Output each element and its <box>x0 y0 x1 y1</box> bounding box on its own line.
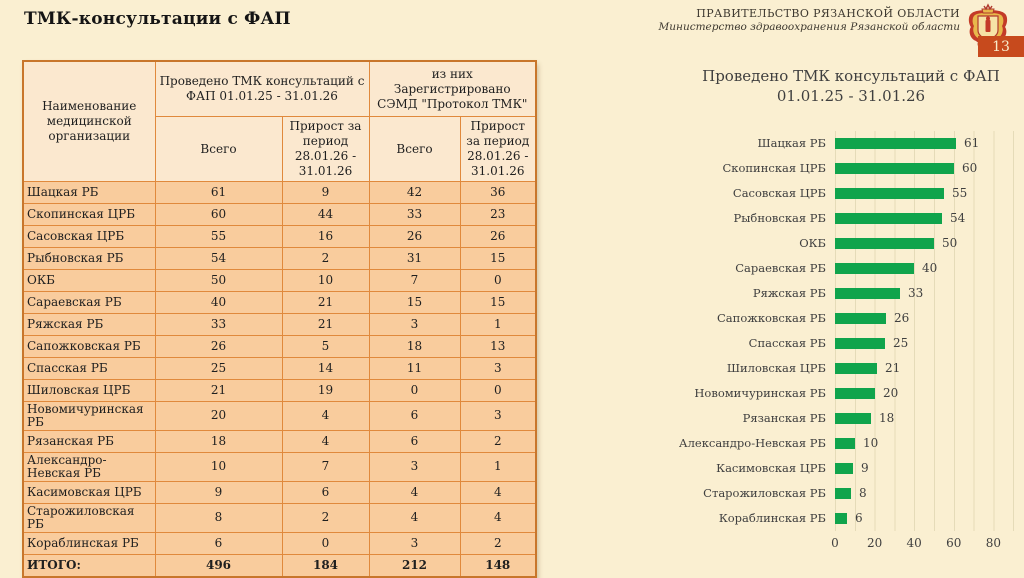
government-header <box>659 7 960 34</box>
value-cell: 7 <box>369 270 460 292</box>
value-cell: 0 <box>282 532 369 554</box>
chart-row <box>640 206 1020 231</box>
table-row <box>23 270 536 292</box>
chart-plot-cell <box>835 131 1015 156</box>
value-cell: 61 <box>155 182 282 204</box>
bar-value-label: 33 <box>908 286 924 300</box>
col-header-total-1: Всего <box>155 117 282 182</box>
table-header <box>23 61 536 182</box>
bar <box>835 488 851 499</box>
chart-plot-cell <box>835 481 1015 506</box>
chart-title: Проведено ТМК консультаций с ФАП 01.01.25 - 31.01.26 <box>702 67 1000 106</box>
value-cell: 3 <box>369 452 460 481</box>
value-cell: 6 <box>369 430 460 452</box>
org-name-cell: Ряжская РБ <box>23 314 155 336</box>
table-row <box>23 380 536 402</box>
chart-plot-cell <box>835 306 1015 331</box>
value-cell: 33 <box>155 314 282 336</box>
value-cell: 55 <box>155 226 282 248</box>
group-header-consultations: Проведено ТМК консультаций с ФАП 01.01.25 - 31.01.26 <box>155 61 369 117</box>
value-cell: 2 <box>460 532 536 554</box>
axis-tick-label: 40 <box>906 535 922 550</box>
table-row <box>23 248 536 270</box>
chart-category-label: Сапожковская РБ <box>717 311 826 325</box>
org-name-cell: Александро-Невская РБ <box>23 452 155 481</box>
total-value-cell: 184 <box>282 554 369 577</box>
axis-spacer <box>640 531 835 553</box>
chart-plot-cell <box>835 281 1015 306</box>
bar-value-label: 10 <box>863 436 879 450</box>
bar <box>835 338 885 349</box>
chart-category-label: Шиловская ЦРБ <box>726 361 826 375</box>
org-name-cell: Шацкая РБ <box>23 182 155 204</box>
value-cell: 18 <box>155 430 282 452</box>
value-cell: 18 <box>369 336 460 358</box>
bar <box>835 238 934 249</box>
org-name-cell: ОКБ <box>23 270 155 292</box>
value-cell: 3 <box>460 358 536 380</box>
value-cell: 26 <box>369 226 460 248</box>
value-cell: 1 <box>460 452 536 481</box>
value-cell: 4 <box>460 481 536 503</box>
bar <box>835 313 886 324</box>
bar-value-label: 6 <box>855 511 863 525</box>
value-cell: 4 <box>460 503 536 532</box>
value-cell: 6 <box>369 402 460 431</box>
bar <box>835 213 942 224</box>
value-cell: 13 <box>460 336 536 358</box>
org-name-cell: Кораблинская РБ <box>23 532 155 554</box>
value-cell: 4 <box>282 430 369 452</box>
chart-row <box>640 381 1020 406</box>
chart-row <box>640 431 1020 456</box>
axis-tick-label: 60 <box>946 535 962 550</box>
bar <box>835 288 900 299</box>
value-cell: 6 <box>155 532 282 554</box>
col-header-growth-1: Прирост за период 28.01.26 - 31.01.26 <box>282 117 369 182</box>
org-name-cell: Сасовская ЦРБ <box>23 226 155 248</box>
bar <box>835 163 954 174</box>
chart-category-label: Сараевская РБ <box>735 261 826 275</box>
axis-tick-label: 80 <box>985 535 1002 550</box>
org-name-cell: Сапожковская РБ <box>23 336 155 358</box>
bar <box>835 188 944 199</box>
value-cell: 2 <box>460 430 536 452</box>
value-cell: 44 <box>282 204 369 226</box>
chart-category-label: Старожиловская РБ <box>703 486 826 500</box>
value-cell: 26 <box>460 226 536 248</box>
group-header-semd: из них Зарегистрировано СЭМД "Протокол ТМК" <box>369 61 536 117</box>
value-cell: 14 <box>282 358 369 380</box>
bar-value-label: 54 <box>950 211 966 225</box>
value-cell: 3 <box>369 314 460 336</box>
chart-category-label: Скопинская ЦРБ <box>722 161 826 175</box>
chart-category-label: Спасская РБ <box>748 336 826 350</box>
org-name-cell: Старожиловская РБ <box>23 503 155 532</box>
value-cell: 3 <box>460 402 536 431</box>
chart-plot-cell <box>835 406 1015 431</box>
chart-plot-cell <box>835 506 1015 531</box>
bar <box>835 413 871 424</box>
chart-category-label: Рыбновская РБ <box>733 211 826 225</box>
value-cell: 7 <box>282 452 369 481</box>
value-cell: 50 <box>155 270 282 292</box>
chart-category-label: Сасовская ЦРБ <box>732 186 826 200</box>
table-row <box>23 292 536 314</box>
value-cell: 11 <box>369 358 460 380</box>
value-cell: 1 <box>460 314 536 336</box>
bar-value-label: 9 <box>861 461 869 475</box>
chart-row <box>640 481 1020 506</box>
table-body <box>23 182 536 555</box>
chart-category-label: Касимовская ЦРБ <box>716 461 826 475</box>
page-number-badge: 13 <box>978 36 1024 57</box>
bar-chart <box>640 66 1020 553</box>
chart-plot-cell <box>835 181 1015 206</box>
bar-value-label: 21 <box>885 361 901 375</box>
chart-row <box>640 331 1020 356</box>
bar-value-label: 26 <box>894 311 910 325</box>
government-name: ПРАВИТЕЛЬСТВО РЯЗАНСКОЙ ОБЛАСТИ <box>696 7 960 20</box>
bar-value-label: 20 <box>883 386 899 400</box>
total-value-cell: 212 <box>369 554 460 577</box>
org-name-cell: Касимовская ЦРБ <box>23 481 155 503</box>
value-cell: 15 <box>369 292 460 314</box>
table-row <box>23 481 536 503</box>
chart-row <box>640 231 1020 256</box>
bar <box>835 138 956 149</box>
value-cell: 4 <box>282 402 369 431</box>
chart-row <box>640 456 1020 481</box>
chart-row <box>640 306 1020 331</box>
table-row <box>23 204 536 226</box>
chart-plot-cell <box>835 206 1015 231</box>
table-row <box>23 336 536 358</box>
org-name-cell: Новомичуринская РБ <box>23 402 155 431</box>
chart-plot-cell <box>835 381 1015 406</box>
org-name-cell: Спасская РБ <box>23 358 155 380</box>
value-cell: 60 <box>155 204 282 226</box>
bar <box>835 388 875 399</box>
bar-value-label: 8 <box>859 486 867 500</box>
value-cell: 10 <box>155 452 282 481</box>
value-cell: 15 <box>460 248 536 270</box>
col-header-organization: Наименование медицинской организации <box>23 61 155 182</box>
value-cell: 2 <box>282 503 369 532</box>
table-row <box>23 430 536 452</box>
value-cell: 25 <box>155 358 282 380</box>
value-cell: 31 <box>369 248 460 270</box>
value-cell: 6 <box>282 481 369 503</box>
value-cell: 33 <box>369 204 460 226</box>
value-cell: 15 <box>460 292 536 314</box>
bar-value-label: 55 <box>952 186 968 200</box>
value-cell: 5 <box>282 336 369 358</box>
chart-plot-cell <box>835 356 1015 381</box>
value-cell: 20 <box>155 402 282 431</box>
bar <box>835 463 853 474</box>
value-cell: 9 <box>282 182 369 204</box>
value-cell: 16 <box>282 226 369 248</box>
value-cell: 10 <box>282 270 369 292</box>
chart-row <box>640 181 1020 206</box>
table-row <box>23 314 536 336</box>
value-cell: 4 <box>369 503 460 532</box>
bar-value-label: 18 <box>879 411 895 425</box>
value-cell: 2 <box>282 248 369 270</box>
org-name-cell: Скопинская ЦРБ <box>23 204 155 226</box>
chart-category-label: Рязанская РБ <box>742 411 826 425</box>
table-row <box>23 182 536 204</box>
bar-value-label: 61 <box>964 136 980 150</box>
axis-tick-label: 20 <box>866 535 883 550</box>
table-row <box>23 503 536 532</box>
table-row <box>23 532 536 554</box>
chart-plot-cell <box>835 231 1015 256</box>
bar-value-label: 50 <box>942 236 958 250</box>
chart-plot-cell <box>835 331 1015 356</box>
org-name-cell: Шиловская ЦРБ <box>23 380 155 402</box>
value-cell: 3 <box>369 532 460 554</box>
chart-category-label: Александро-Невская РБ <box>678 436 826 450</box>
axis-tick-area <box>831 531 1015 553</box>
bar <box>835 513 847 524</box>
value-cell: 9 <box>155 481 282 503</box>
chart-row <box>640 156 1020 181</box>
chart-row <box>640 406 1020 431</box>
bar-value-label: 60 <box>962 161 978 175</box>
chart-plot-cell <box>835 456 1015 481</box>
total-value-cell: 496 <box>155 554 282 577</box>
bar-value-label: 40 <box>922 261 938 275</box>
chart-row <box>640 356 1020 381</box>
total-row <box>23 554 536 577</box>
bar <box>835 263 914 274</box>
page-title: ТМК-консультации с ФАП <box>24 9 291 29</box>
chart-row <box>640 281 1020 306</box>
value-cell: 21 <box>282 314 369 336</box>
chart-row <box>640 256 1020 281</box>
chart-plot-cell <box>835 256 1015 281</box>
value-cell: 36 <box>460 182 536 204</box>
org-name-cell: Рыбновская РБ <box>23 248 155 270</box>
value-cell: 4 <box>369 481 460 503</box>
chart-category-label: Кораблинская РБ <box>718 511 826 525</box>
tmk-table-container <box>22 60 535 578</box>
value-cell: 21 <box>155 380 282 402</box>
chart-category-label: ОКБ <box>799 236 826 250</box>
chart-category-label: Ряжская РБ <box>752 286 826 300</box>
value-cell: 42 <box>369 182 460 204</box>
col-header-growth-2: Прирост за период 28.01.26 - 31.01.26 <box>460 117 536 182</box>
chart-category-label: Шацкая РБ <box>757 136 826 150</box>
chart-row <box>640 131 1020 156</box>
org-name-cell: Сараевская РБ <box>23 292 155 314</box>
bar <box>835 438 855 449</box>
chart-x-axis <box>640 531 1020 553</box>
value-cell: 54 <box>155 248 282 270</box>
bar-value-label: 25 <box>893 336 909 350</box>
bar <box>835 363 877 374</box>
value-cell: 0 <box>369 380 460 402</box>
value-cell: 19 <box>282 380 369 402</box>
table-row <box>23 452 536 481</box>
org-name-cell: Рязанская РБ <box>23 430 155 452</box>
tmk-table <box>22 60 537 578</box>
col-header-total-2: Всего <box>369 117 460 182</box>
total-value-cell: 148 <box>460 554 536 577</box>
value-cell: 23 <box>460 204 536 226</box>
total-label: ИТОГО: <box>23 554 155 577</box>
ministry-name: Министерство здравоохранения Рязанской области <box>658 20 960 33</box>
value-cell: 21 <box>282 292 369 314</box>
table-row <box>23 226 536 248</box>
value-cell: 0 <box>460 270 536 292</box>
value-cell: 0 <box>460 380 536 402</box>
value-cell: 40 <box>155 292 282 314</box>
table-footer <box>23 554 536 577</box>
chart-rows <box>640 131 1020 531</box>
value-cell: 8 <box>155 503 282 532</box>
table-row <box>23 402 536 431</box>
chart-plot-cell <box>835 431 1015 456</box>
chart-row <box>640 506 1020 531</box>
table-row <box>23 358 536 380</box>
value-cell: 26 <box>155 336 282 358</box>
chart-plot-cell <box>835 156 1015 181</box>
axis-tick-label: 0 <box>831 535 839 550</box>
chart-category-label: Новомичуринская РБ <box>694 386 826 400</box>
